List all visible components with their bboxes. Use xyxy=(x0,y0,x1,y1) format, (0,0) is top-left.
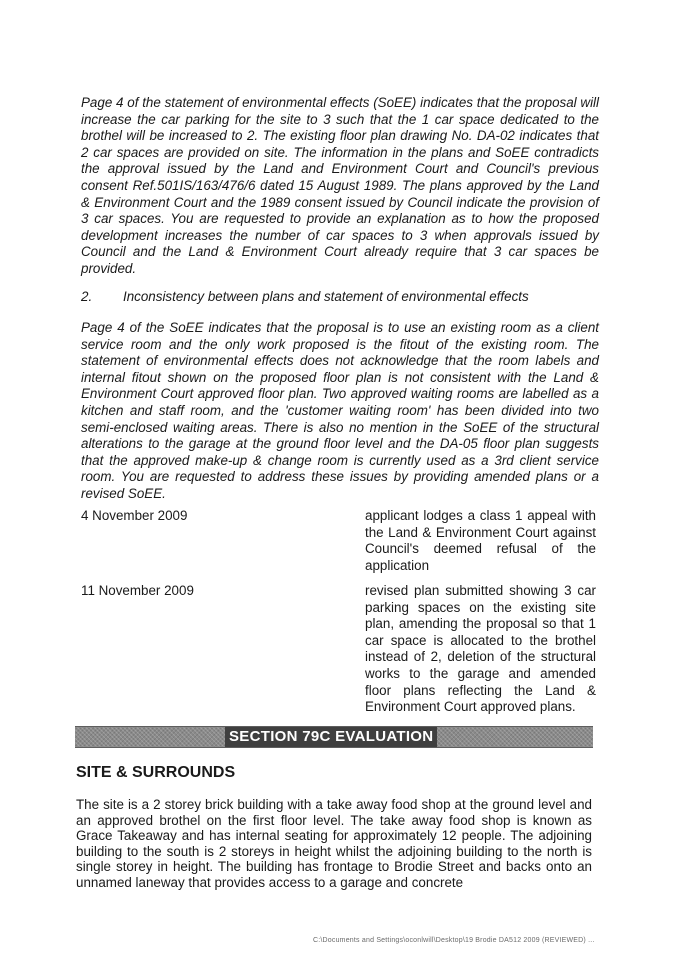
footer-file-path: C:\Documents and Settings\oconlwill\Desktop\19 Brodie DA512 2009 (REVIEWED) ... xyxy=(313,937,595,944)
timeline-description: applicant lodges a class 1 appeal with the Land & Environment Court against Council's deemed refusal of the application xyxy=(365,508,596,573)
timeline-description: revised plan submitted showing 3 car parking spaces on the existing site plan, amending the proposal so that 1 car space is allocated to the brothel instead of 2, deletion of the structural works to the garage and amended floor plans reflecting the Land & Environment Court approved plans. xyxy=(365,583,596,715)
site-surrounds-paragraph: The site is a 2 storey brick building with a take away food shop at the ground level and an approved brothel on the first floor level. The take away food shop is known as Grace Takeaway and has internal seating for approximately 12 people. The adjoining building to the south is 2 storeys in height whilst the adjoining building to the north is single storey in height. The building has frontage to Brodie Street and backs onto an unnamed laneway that provides access to a garage and concrete xyxy=(76,797,592,890)
inconsistency-paragraph: Page 4 of the SoEE indicates that the proposal is to use an existing room as a client service room and the only work proposed is the fitout of the existing room. The statement of environmental effects does not acknowledge that the room labels and internal fitout shown on the proposed floor plan is not consistent with the Land & Environment Court approved floor plan. Two approved waiting rooms are labelled as a kitchen and staff room, and the 'customer waiting room' has been divided into two semi-enclosed waiting areas. There is also no mention in the SoEE of the structural alterations to the garage at the ground floor level and the DA-05 floor plan suggests that the approved make-up & change room is currently used as a 3rd client service room. You are requested to address these issues by providing amended plans or a revised SoEE. xyxy=(81,320,599,501)
section-banner xyxy=(75,726,593,748)
section-title: SECTION 79C EVALUATION xyxy=(225,727,437,747)
site-surrounds-heading: SITE & SURROUNDS xyxy=(76,764,236,781)
inconsistency-heading xyxy=(81,289,599,306)
item-heading-text: Inconsistency between plans and statement of environmental effects xyxy=(123,289,529,304)
item-number: 2. xyxy=(81,289,93,304)
timeline-date: 11 November 2009 xyxy=(81,583,194,598)
soee-car-parking-paragraph: Page 4 of the statement of environmental effects (SoEE) indicates that the proposal will increase the car parking for the site to 3 such that the 1 car space dedicated to the brothel will be increased to 2. The existing floor plan drawing No. DA-02 indicates that 2 car spaces are provided on site. The information in the plans and SoEE contradicts the approval issued by the Land and Environment Court and Council's previous consent Ref.501IS/163/476/6 dated 15 August 1989. The plans approved by the Land & Environment Court and the 1989 consent issued by Council indicate the provision of 3 car spaces. You are requested to provide an explanation as to how the proposed development increases the number of car spaces to 3 when approvals issued by Council and the Land & Environment Court already require that 3 car spaces be provided. xyxy=(81,95,599,276)
timeline-date: 4 November 2009 xyxy=(81,508,188,523)
